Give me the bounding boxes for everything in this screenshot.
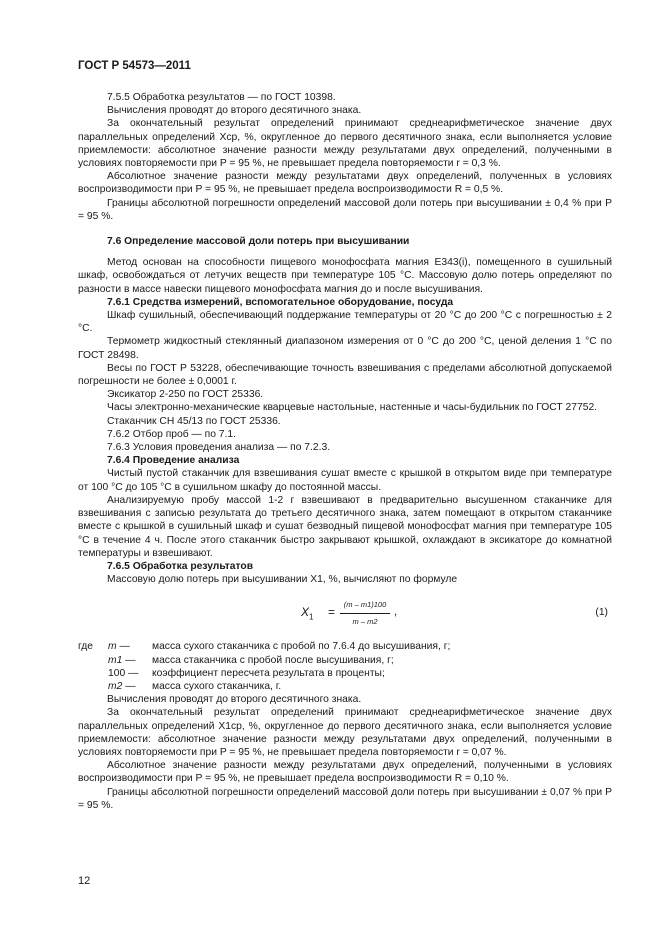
where-row xyxy=(78,640,612,653)
formula-1 xyxy=(78,594,612,634)
where-symbol-text: m1 xyxy=(108,654,123,666)
paragraph: Абсолютное значение разности между результатами двух определений, полученных в условиях воспроизводимости при P = 95 %, не превышает предела воспроизводимости R = 0,5 %. xyxy=(78,171,612,196)
document-body xyxy=(78,91,612,812)
formula-fraction xyxy=(340,598,390,627)
where-row xyxy=(78,680,612,693)
where-dash: — xyxy=(125,654,136,666)
subsection-title: 7.6.5 Обработка результатов xyxy=(107,560,254,572)
where-symbol-text: m2 xyxy=(108,680,123,692)
equipment-item: 7.6.3 Условия проведения анализа — по 7.2.3. xyxy=(107,442,331,454)
where-symbol xyxy=(108,654,152,667)
equipment-item: Часы электронно-механические кварцевые настольные, настенные и часы-будильник по ГОСТ 27752. xyxy=(107,402,598,414)
where-lead xyxy=(78,654,108,667)
formula-intro: Массовую долю потерь при высушивании X1, %, вычисляют по формуле xyxy=(107,574,458,586)
formula-denominator: m – m2 xyxy=(352,616,378,626)
where-text: масса сухого стаканчика, г. xyxy=(152,680,282,692)
where-row xyxy=(78,654,612,667)
paragraph: Абсолютное значение разности между результатами двух определений, полученными в условиях воспроизводимости при P = 95 %, не превышает предела воспроизводимости R = 0,10 %. xyxy=(78,760,612,785)
paragraph: Чистый пустой стаканчик для взвешивания сушат вместе с крышкой в открытом виде при температуре от 100 °С до 105 °С в сушильном шкафу до постоянной массы. xyxy=(78,468,612,493)
where-lead: где xyxy=(78,641,94,653)
page-number: 12 xyxy=(78,875,91,887)
paragraph: Границы абсолютной погрешности определений массовой доли потерь при высушивании ± 0,4 % при P = 95 %. xyxy=(78,197,612,222)
equipment-item: Термометр жидкостный стеклянный диапазоном измерения от 0 °С до 200 °С, ценой деления 1 °С по ГОСТ 28498. xyxy=(78,336,612,361)
where-lead xyxy=(78,680,108,693)
where-dash: — xyxy=(119,641,130,653)
where-text: коэффициент пересчета результата в проценты; xyxy=(152,667,385,679)
where-symbol-text: m xyxy=(108,641,117,653)
formula-lhs-symbol: X xyxy=(301,605,310,620)
where-symbol-text: 100 xyxy=(108,667,126,679)
equipment-item: 7.6.2 Отбор проб — по 7.1. xyxy=(107,428,236,440)
subsection-title: 7.6.4 Проведение анализа xyxy=(107,455,240,467)
where-text: масса сухого стаканчика с пробой по 7.6.4 до высушивания, г; xyxy=(152,641,451,653)
paragraph: За окончательный результат определений принимают среднеарифметическое значение двух параллельных определений Xср, %, округленное до первого десятичного знака, если выполняется условие приемлемости: абсолютное значение разности между результатами двух определений, полученными в условиях повторяемости при P = 95 %, не превышает предела повторяемости r = 0,3 %. xyxy=(78,118,612,170)
paragraph: Границы абсолютной погрешности определений массовой доли потерь при высушивании ± 0,07 % при P = 95 %. xyxy=(78,786,612,811)
where-dash: — xyxy=(125,680,136,692)
paragraph: Анализируемую пробу массой 1-2 г взвешивают в предварительно высушенном стаканчике для взвешивания с записью результата до третьего десятичного знака, затем помещают в открытом стаканчике вместе с крышкой в сушильный шкаф и сушат безводный пищевой монофосфат магния при температуре 105 °С в течение 4 ч. После этого стаканчик быстро закрывают крышкой, охлаждают в эксикаторе до комнатной температуры и взвешивают. xyxy=(78,494,612,559)
where-symbol xyxy=(108,680,152,693)
formula-lhs xyxy=(301,606,313,624)
equipment-item: Стаканчик СН 45/13 по ГОСТ 25336. xyxy=(107,415,281,427)
equipment-item: Весы по ГОСТ Р 53228, обеспечивающие точность взвешивания с пределами абсолютной допускаемой погрешности не более ± 0,0001 г. xyxy=(78,362,612,388)
section-title: 7.6 Определение массовой доли потерь при высушивании xyxy=(107,236,410,248)
paragraph: Вычисления проводят до второго десятичного знака. xyxy=(107,694,362,706)
formula-number: (1) xyxy=(595,607,608,619)
equipment-item: Шкаф сушильный, обеспечивающий поддержание температуры от 20 °С до 200 °С с погрешностью ± 2 °С. xyxy=(78,310,612,335)
formula-equals: = xyxy=(328,605,336,620)
document-header: ГОСТ Р 54573—2011 xyxy=(78,60,191,72)
formula-lhs-subscript: 1 xyxy=(309,612,314,622)
paragraph: 7.5.5 Обработка результатов — по ГОСТ 10398. xyxy=(107,92,336,103)
paragraph: Метод основан на способности пищевого монофосфата магния Е343(i), помещенного в сушильный шкаф, освобождаться от летучих веществ при температуре 105 °С. Массовую долю потерь определяют по разности в массе навески пищевого монофосфата магния до и после высушивания. xyxy=(78,257,612,295)
subsection-title: 7.6.1 Средства измерений, вспомогательное оборудование, посуда xyxy=(107,296,454,308)
equipment-item: Эксикатор 2-250 по ГОСТ 25336. xyxy=(107,389,264,401)
where-row xyxy=(78,667,612,680)
where-symbol xyxy=(108,667,152,680)
where-symbol xyxy=(108,640,152,653)
paragraph: За окончательный результат определений принимают среднеарифметическое значение двух параллельных определений X1ср, %, округленное до первого десятичного знака, если выполняется условие приемлемости: абсолютное значение разности между результатами двух определений, полученными в условиях повторяемости при P = 95 %, не превышает предела повторяемости r = 0,07 %. xyxy=(78,707,612,758)
where-text: масса стаканчика с пробой после высушивания, г; xyxy=(152,654,394,666)
formula-numerator: (m – m1)100 xyxy=(340,598,390,613)
where-lead xyxy=(78,667,108,680)
formula-comma: , xyxy=(394,606,398,619)
paragraph: Вычисления проводят до второго десятичного знака. xyxy=(107,105,362,117)
where-dash: — xyxy=(128,667,139,679)
